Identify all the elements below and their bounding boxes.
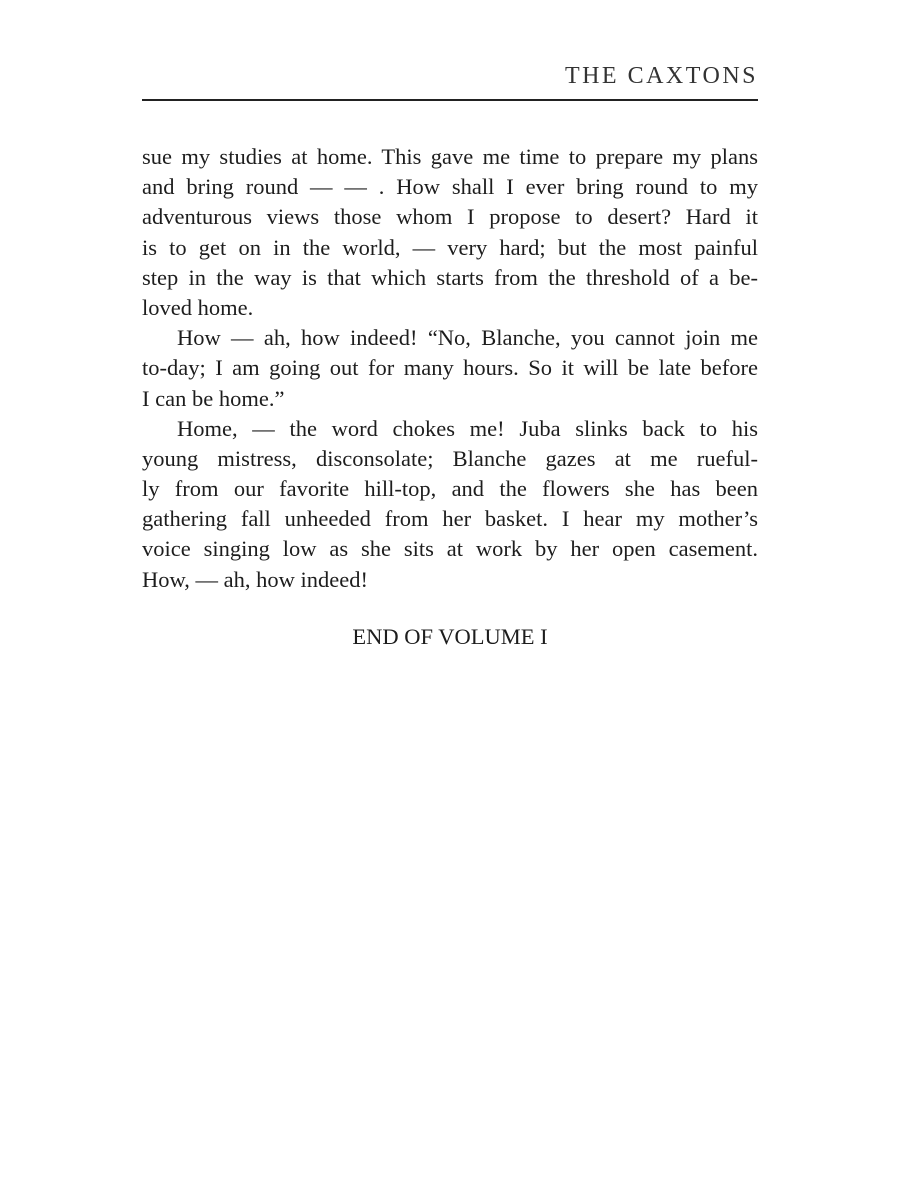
paragraph xyxy=(142,414,758,595)
text-line: ly from our favorite hill-top, and the flowers she has been xyxy=(142,476,758,502)
text-line: young mistress, disconsolate; Blanche gazes at me rueful- xyxy=(142,445,758,471)
text-line: and bring round — — . How shall I ever bring round to my xyxy=(142,174,758,200)
body-text xyxy=(142,142,758,595)
header-rule xyxy=(142,99,758,101)
text-line: gathering fall unheeded from her basket. I hear my mother’s xyxy=(142,506,758,532)
text-line: adventurous views those whom I propose to desert? Hard it xyxy=(142,204,758,230)
text-line: I can be home.” xyxy=(142,385,285,411)
end-of-volume-heading: END OF VOLUME I xyxy=(352,624,548,649)
text-line: is to get on in the world, — very hard; but the most painful xyxy=(142,234,758,260)
text-line: to-day; I am going out for many hours. So it will be late before xyxy=(142,355,758,381)
paragraph xyxy=(142,323,758,414)
text-line: loved home. xyxy=(142,294,254,320)
text-line: sue my studies at home. This gave me time to prepare my plans xyxy=(142,144,758,169)
paragraph xyxy=(142,142,758,323)
text-line: voice singing low as she sits at work by her open casement. xyxy=(142,536,758,562)
text-line: step in the way is that which starts from the threshold of a be- xyxy=(142,264,758,290)
text-line: How, — ah, how indeed! xyxy=(142,566,368,592)
text-line: How — ah, how indeed! “No, Blanche, you cannot join me xyxy=(177,325,758,351)
running-head-title: THE CAXTONS xyxy=(564,63,758,89)
text-line: Home, — the word chokes me! Juba slinks back to his xyxy=(177,415,758,441)
